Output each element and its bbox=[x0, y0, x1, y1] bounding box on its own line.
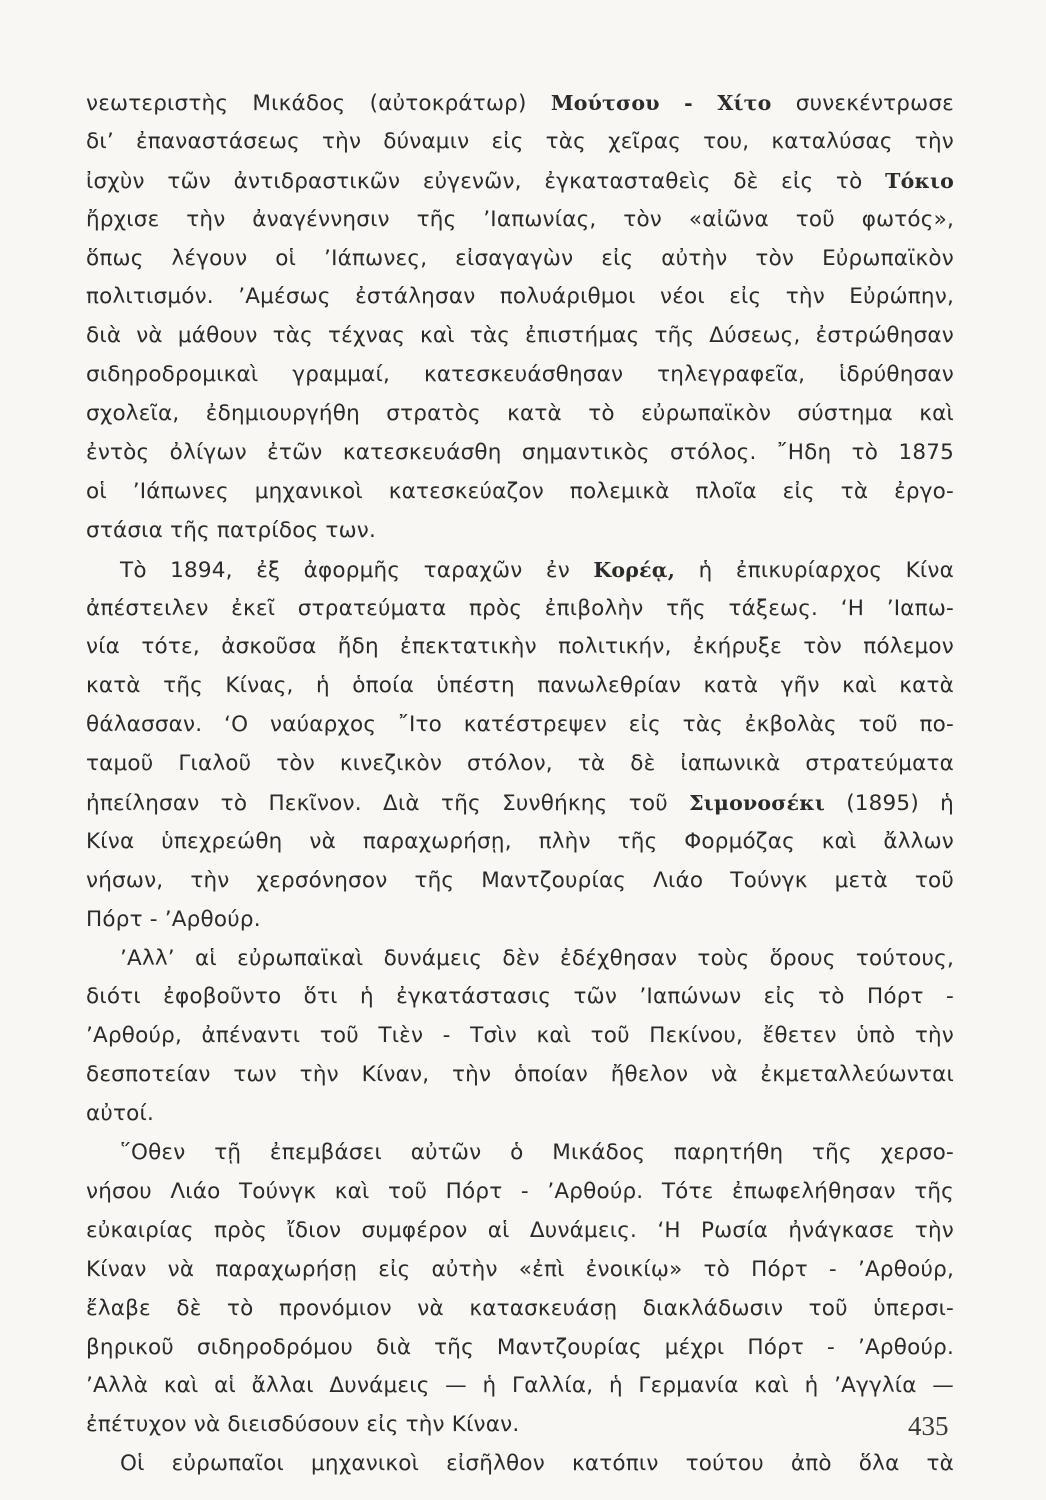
text-segment: ἰσχὺν τῶν ἀντιδραστικῶν εὐγενῶν, ἐγκατασταθεὶς δὲ εἰς τὸ bbox=[86, 168, 886, 194]
text-segment: συνεκέντρωσε bbox=[771, 91, 954, 116]
text-line bbox=[86, 628, 954, 667]
text-segment: ταμοῦ Γιαλοῦ τὸν κινεζικὸν στόλον, τὰ δὲ ἰαπωνικὰ στρατεύματα bbox=[86, 751, 954, 777]
text-line bbox=[86, 434, 954, 473]
text-segment: οἱ ’Ιάπωνες μηχανικοὶ κατεσκεύαζον πολεμικὰ πλοῖα εἰς τὰ ἐργο- bbox=[86, 478, 954, 504]
text-line bbox=[86, 551, 954, 590]
text-line bbox=[86, 240, 954, 279]
text-line bbox=[86, 1406, 954, 1445]
text-segment: ἐπέτυχον νὰ διεισδύσουν εἰς τὴν Κίναν. bbox=[86, 1412, 520, 1438]
text-line bbox=[86, 1367, 954, 1406]
text-line bbox=[86, 590, 954, 629]
text-line bbox=[86, 784, 954, 823]
text-segment: βηρικοῦ σιδηροδρόμου διὰ τῆς Μαντζουρίας μέχρι Πόρτ - ’Αρθούρ. bbox=[86, 1334, 954, 1360]
text-line bbox=[86, 473, 954, 512]
text-line bbox=[86, 940, 954, 979]
text-segment: Τὸ 1894, ἐξ ἀφορμῆς ταραχῶν ἐν bbox=[120, 557, 594, 583]
bold-term: Τόκιο bbox=[885, 168, 954, 193]
text-segment: ἀπέστειλεν ἐκεῖ στρατεύματα πρὸς ἐπιβολὴν τῆς τάξεως. ‘Η ’Ιαπω- bbox=[86, 595, 954, 621]
text-line bbox=[86, 1017, 954, 1056]
text-line bbox=[86, 356, 954, 395]
text-segment: δι’ ἐπαναστάσεως τὴν δύναμιν εἰς τὰς χεῖρας του, καταλύσας τὴν bbox=[86, 128, 954, 154]
text-segment: κατὰ τῆς Κίνας, ἡ ὁποία ὑπέστη πανωλεθρίαν κατὰ γῆν καὶ κατὰ bbox=[86, 673, 954, 699]
text-segment: ἤρχισε τὴν ἀναγέννησιν τῆς ’Ιαπωνίας, τὸν «αἰῶνα τοῦ φωτός», bbox=[86, 206, 954, 232]
text-line bbox=[86, 162, 954, 201]
text-line bbox=[86, 862, 954, 901]
text-line bbox=[86, 901, 954, 940]
text-segment: Κίναν νὰ παραχωρήσῃ εἰς αὐτὴν «ἐπὶ ἐνοικίῳ» τὸ Πόρτ - ’Αρθούρ, bbox=[86, 1256, 954, 1282]
text-segment: ’Αλλὰ καὶ αἱ ἄλλαι Δυνάμεις — ἡ Γαλλία, ἡ Γερμανία καὶ ἡ ’Αγγλία — bbox=[86, 1373, 954, 1399]
text-line bbox=[86, 978, 954, 1017]
text-segment: ῞Οθεν τῇ ἐπεμβάσει αὐτῶν ὁ Μικάδος παρητήθη τῆς χερσο- bbox=[120, 1140, 954, 1166]
text-segment: ἔλαβε δὲ τὸ προνόμιον νὰ κατασκευάσῃ διακλάδωσιν τοῦ ὑπερσι- bbox=[86, 1295, 954, 1321]
text-line bbox=[86, 1290, 954, 1329]
text-segment: νεωτεριστὴς Μικάδος (αὐτοκράτωρ) bbox=[86, 91, 551, 116]
text-segment: πολιτισμόν. ’Αμέσως ἐστάλησαν πολυάριθμοι νέοι εἰς τὴν Εὐρώπην, bbox=[86, 284, 954, 310]
text-segment: εὐκαιρίας πρὸς ἴδιον συμφέρον αἱ Δυνάμεις. ‘Η Ρωσία ἠνάγκασε τὴν bbox=[86, 1217, 954, 1243]
text-segment: Πόρτ - ’Αρθούρ. bbox=[86, 906, 261, 932]
text-line bbox=[86, 512, 954, 551]
text-segment: σχολεῖα, ἐδημιουργήθη στρατὸς κατὰ τὸ εὐρωπαϊκὸν σύστημα καὶ bbox=[86, 401, 954, 427]
text-segment: Κίνα ὑπεχρεώθη νὰ παραχωρήσῃ, πλὴν τῆς Φορμόζας καὶ ἄλλων bbox=[86, 828, 954, 854]
text-segment: ἐντὸς ὀλίγων ἐτῶν κατεσκευάσθη σημαντικὸς στόλος. ῎Ηδη τὸ 1875 bbox=[86, 440, 954, 466]
text-segment: Οἱ εὐρωπαῖοι μηχανικοὶ εἰσῆλθον κατόπιν τούτου ἀπὸ ὅλα τὰ bbox=[120, 1451, 954, 1477]
text-segment: σιδηροδρομικαὶ γραμμαί, κατεσκευάσθησαν τηλεγραφεῖα, ἱδρύθησαν bbox=[86, 362, 954, 388]
text-line bbox=[86, 317, 954, 356]
text-line bbox=[86, 84, 954, 123]
text-line bbox=[86, 1251, 954, 1290]
page-number: 435 bbox=[908, 1411, 949, 1441]
text-segment: (1895) ἡ bbox=[824, 791, 954, 817]
text-segment: ἠπείλησαν τὸ Πεκῖνον. Διὰ τῆς Συνθήκης τοῦ bbox=[86, 791, 690, 817]
text-segment: ’Αρθούρ, ἀπέναντι τοῦ Τιὲν - Τσὶν καὶ τοῦ Πεκίνου, ἔθετεν ὑπὸ τὴν bbox=[86, 1023, 954, 1049]
text-line bbox=[86, 1212, 954, 1251]
text-line bbox=[86, 706, 954, 745]
text-segment: θάλασσαν. ‘Ο ναύαρχος ῎Ιτο κατέστρεψεν εἰς τὰς ἐκβολὰς τοῦ πο- bbox=[86, 712, 954, 738]
text-line bbox=[86, 395, 954, 434]
bold-term: Σιμονοσέκι bbox=[689, 791, 825, 816]
bold-term: Κορέᾳ, bbox=[593, 557, 676, 582]
text-segment: διὰ νὰ μάθουν τὰς τέχνας καὶ τὰς ἐπιστήμας τῆς Δύσεως, ἐστρώθησαν bbox=[86, 323, 954, 349]
text-segment: στάσια τῆς πατρίδος των. bbox=[86, 517, 377, 543]
body-text bbox=[86, 84, 954, 1484]
text-segment: αὐτοί. bbox=[86, 1101, 155, 1127]
text-line bbox=[86, 201, 954, 240]
text-segment: διότι ἐφοβοῦντο ὅτι ἡ ἐγκατάστασις τῶν ’Ιαπώνων εἰς τὸ Πόρτ - bbox=[86, 984, 954, 1010]
text-segment: νήσου Λιάο Τούνγκ καὶ τοῦ Πόρτ - ’Αρθούρ. Τότε ἐπωφελήθησαν τῆς bbox=[86, 1178, 954, 1204]
text-segment: ’Αλλ’ αἱ εὐρωπαϊκαὶ δυνάμεις δὲν ἐδέχθησαν τοὺς ὅρους τούτους, bbox=[120, 945, 954, 971]
text-line bbox=[86, 823, 954, 862]
text-segment: δεσποτείαν των τὴν Κίναν, τὴν ὁποίαν ἤθελον νὰ ἐκμεταλλεύωνται bbox=[86, 1062, 954, 1088]
text-line bbox=[86, 1173, 954, 1212]
text-line bbox=[86, 278, 954, 317]
text-line bbox=[86, 745, 954, 784]
text-line bbox=[86, 1134, 954, 1173]
text-line bbox=[86, 1445, 954, 1484]
bold-term: Μούτσου - Χίτο bbox=[550, 91, 772, 115]
text-segment: ὅπως λέγουν οἱ ’Ιάπωνες, εἰσαγαγὼν εἰς αὐτὴν τὸν Εὐρωπαϊκὸν bbox=[86, 245, 954, 271]
text-segment: νία τότε, ἀσκοῦσα ἤδη ἐπεκτατικὴν πολιτικήν, ἐκήρυξε τὸν πόλεμον bbox=[86, 634, 954, 660]
text-segment: νήσων, τὴν χερσόνησον τῆς Μαντζουρίας Λιάο Τούνγκ μετὰ τοῦ bbox=[86, 867, 954, 893]
text-line bbox=[86, 1095, 954, 1134]
text-segment: ἡ ἐπικυρίαρχος Κίνα bbox=[675, 557, 954, 583]
text-line bbox=[86, 123, 954, 162]
text-line bbox=[86, 1056, 954, 1095]
text-line bbox=[86, 1329, 954, 1368]
text-line bbox=[86, 667, 954, 706]
